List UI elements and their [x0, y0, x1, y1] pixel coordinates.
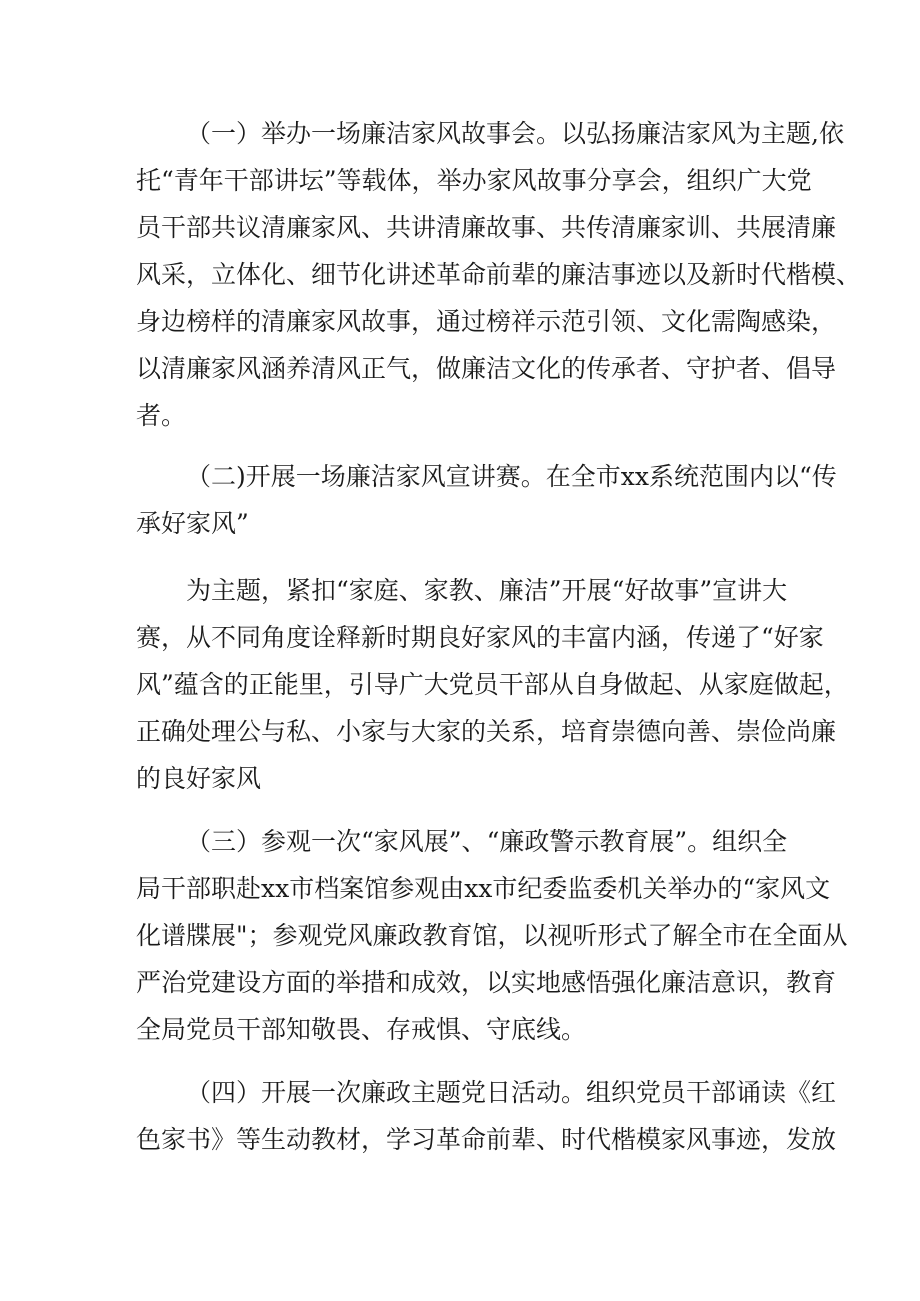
text-line: 风”蕴含的正能里，引导广大党员干部从自身做起、从家庭做起， — [136, 670, 849, 699]
paragraph-1 — [136, 110, 862, 439]
paragraph-2 — [136, 453, 837, 547]
text-line: （四）开展一次廉政主题党日活动。组织党员干部诵读《红 — [186, 1078, 837, 1107]
paragraph-5 — [136, 1069, 837, 1163]
text-line: 色家书》等生动教材，学习革命前辈、时代楷模家风事迹，发放 — [136, 1125, 837, 1154]
text-line: 严治党建设方面的举措和成效，以实地感悟强化廉洁意识，教育 — [136, 968, 837, 997]
paragraph-3 — [136, 567, 849, 802]
text-line: 承好家风” — [136, 509, 249, 538]
text-line: 风采，立体化、细节化讲述革命前辈的廉洁事迹以及新时代楷模、 — [136, 260, 862, 289]
paragraph-4 — [136, 818, 848, 1053]
text-line: 的良好家风 — [136, 764, 262, 793]
text-line: （二)开展一场廉洁家风宣讲赛。在全市xx系统范围内以“传 — [186, 462, 837, 491]
text-line: 托“青年干部讲坛”等载体，举办家风故事分享会，组织广大党 — [136, 166, 812, 195]
text-line: 正确处理公与私、小家与大家的关系，培育崇德向善、崇俭尚廉 — [136, 717, 837, 746]
text-line: 者。 — [136, 401, 187, 430]
text-line: （三）参观一次“家风展”、“廉政警示教育展”。组织全 — [186, 827, 788, 856]
text-line: 全局党员干部知敬畏、存戒惧、守底线。 — [136, 1015, 587, 1044]
text-line: 局干部职赴xx市档案馆参观由xx市纪委监委机关举办的“家风文 — [136, 874, 831, 903]
text-line: 以清廉家风涵养清风正气，做廉洁文化的传承者、守护者、倡导 — [136, 354, 837, 383]
text-line: （一）举办一场廉洁家风故事会。以弘扬廉洁家风为主题,依 — [186, 119, 844, 148]
text-line: 赛，从不同角度诠释新时期良好家风的丰富内涵，传递了“好家 — [136, 623, 824, 652]
text-line: 为主题，紧扣“家庭、家教、廉洁”开展“好故事”宣讲大 — [186, 576, 788, 605]
text-line: 员干部共议清廉家风、共讲清廉故事、共传清廉家训、共展清廉 — [136, 213, 837, 242]
text-line: 化谱牒展"；参观党风廉政教育馆，以视听形式了解全市在全面从 — [136, 921, 848, 950]
text-line: 身边榜样的清廉家风故事，通过榜祥示范引领、文化需陶感染， — [136, 307, 837, 336]
